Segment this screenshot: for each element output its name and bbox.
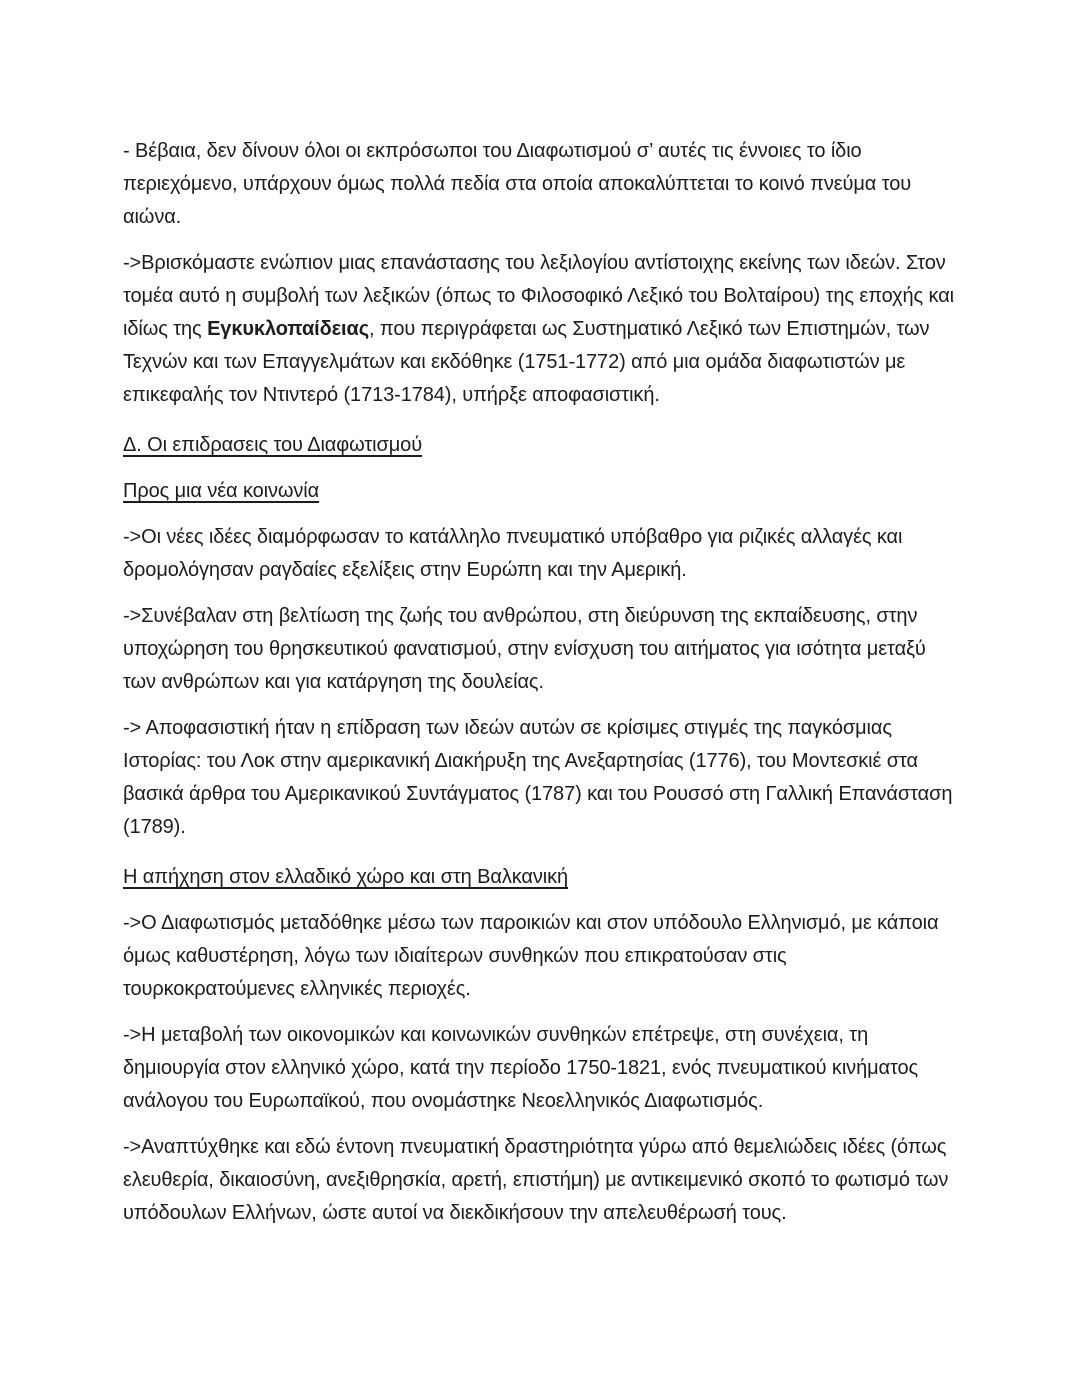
paragraph-diafotismos-metadothike: ->Ο Διαφωτισμός μεταδόθηκε μέσω των παροικιών και στον υπόδουλο Ελληνισμό, με κάποια όμως καθυστέρηση, λόγω των ιδιαίτερων συνθηκών που επικρατούσαν στις τουρκοκρατούμενες ελληνικές περιοχές. (123, 912, 939, 1000)
paragraph-synevalan: ->Συνέβαλαν στη βελτίωση της ζωής του ανθρώπου, στη διεύρυνση της εκπαίδευσης, στην υποχώρηση του θρησκευτικού φανατισμού, στην ενίσχυση του αιτήματος για ισότητα μεταξύ των ανθρώπων και για κατάργηση της δουλείας. (123, 605, 926, 693)
paragraph-vriskomaste-post: , που περιγράφεται ως Συστηματικό Λεξικό των Επιστημών, των Τεχνών και των Επαγγελμάτων και εκδόθηκε (1751-1772) από μια ομάδα διαφωτιστών με επικεφαλής τον Ντιντερό (1713-1784), υπήρξε αποφασιστική. (123, 318, 930, 406)
paragraph-vriskomaste (123, 247, 957, 412)
paragraph-metavoli-synthikon: ->Η μεταβολή των οικονομικών και κοινωνικών συνθηκών επέτρεψε, στη συνέχεια, τη δημιουργία στον ελληνικό χώρο, κατά την περίοδο 1750-1821, ενός πνευματικού κινήματος ανάλογου του Ευρωπαϊκού, που ονομάστηκε Νεοελληνικός Διαφωτισμός. (123, 1024, 919, 1112)
paragraph-anaptychthike: ->Αναπτύχθηκε και εδώ έντονη πνευματική δραστηριότητα γύρω από θεμελιώδεις ιδέες (όπως ελευθερία, δικαιοσύνη, ανεξιθρησκία, αρετή, επιστήμη) με αντικειμενικό σκοπό το φωτισμό των υπόδουλων Ελλήνων, ώστε αυτοί να διεκδικήσουν την απελευθέρωσή τους. (123, 1136, 949, 1224)
paragraph-vevaia: - Βέβαια, δεν δίνουν όλοι οι εκπρόσωποι του Διαφωτισμού σ’ αυτές τις έννοιες το ίδιο περιεχόμενο, υπάρχουν όμως πολλά πεδία στα οποία αποκαλύπτεται το κοινό πνεύμα του αιώνα. (123, 140, 912, 228)
bold-term-egkyklopaideias: Εγκυκλοπαίδειας (207, 318, 369, 340)
heading-pros-mia-nea-koinonia: Προς μια νέα κοινωνία (123, 480, 320, 502)
heading-apichisi-elladiko-choro: Η απήχηση στον ελλαδικό χώρο και στη Βαλκανική (123, 866, 569, 888)
paragraph-vriskomaste-pre: ->Βρισκόμαστε ενώπιον μιας επανάστασης του λεξιλογίου αντίστοιχης εκείνης των ιδεών. Στον τομέα αυτό η συμβολή των λεξικών (όπως το Φιλοσοφικό Λεξικό του Βολταίρου) της εποχής και ιδίως της (123, 252, 954, 340)
paragraph-apofasistiki-epidrasi: -> Αποφασιστική ήταν η επίδραση των ιδεών αυτών σε κρίσιμες στιγμές της παγκόσμιας Ιστορίας: του Λοκ στην αμερικανική Διακήρυξη της Ανεξαρτησίας (1776), του Μοντεσκιέ στα βασικά άρθρα του Αμερικανικού Συντάγματος (1787) και του Ρουσσό στη Γαλλική Επανάσταση (1789). (123, 717, 953, 838)
heading-section-d-epidraseis: Δ. Οι επιδρασεις του Διαφωτισμού (123, 434, 423, 456)
paragraph-nees-idees: ->Οι νέες ιδέες διαμόρφωσαν το κατάλληλο πνευματικό υπόβαθρο για ριζικές αλλαγές και δρομολόγησαν ραγδαίες εξελίξεις στην Ευρώπη και την Αμερική. (123, 526, 903, 581)
